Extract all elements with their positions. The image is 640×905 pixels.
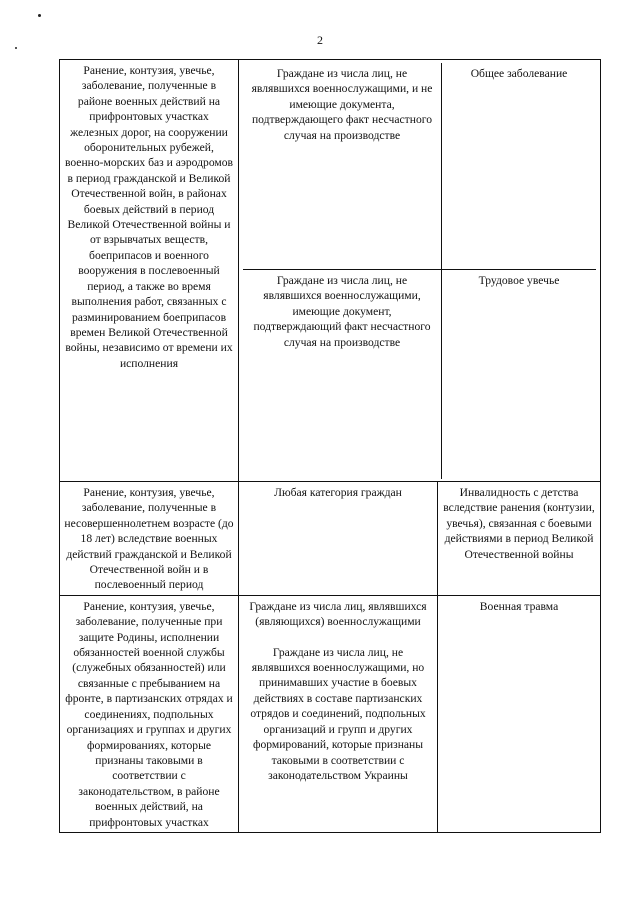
result-text: Инвалидность с детства вследствие ранения (контузии, увечья), связанная с боевыми действиями в период Великой Отечественной войны xyxy=(443,486,595,561)
cause-cell xyxy=(60,595,239,832)
page-number: 2 xyxy=(317,33,323,47)
cause-cell xyxy=(60,482,239,596)
cause-cell xyxy=(60,60,239,482)
table-row xyxy=(60,595,601,832)
result-cell xyxy=(442,63,596,269)
result-text: Трудовое увечье xyxy=(478,274,560,287)
category-text: Граждане из числа лиц, не являвшихся военнослужащими, и не имеющие документа, подтверждающего факт несчастного случая на производстве xyxy=(251,67,433,142)
result-text: Военная травма xyxy=(479,599,559,613)
category-text: Граждане из числа лиц, не являвшихся военнослужащими, но принимавших участие в боевых действиях в составе партизанских отрядов и соединений, подпольных организаций и групп и других формирований, которые признаны таковыми в соответствии с законодательством Украины xyxy=(250,645,426,782)
category-cell xyxy=(239,595,438,832)
result-cell xyxy=(442,270,596,479)
category-cell xyxy=(239,482,438,596)
result-cell xyxy=(438,595,601,832)
category-text: Любая категория граждан xyxy=(274,486,402,499)
scan-speck xyxy=(38,14,41,17)
result-text: Общее заболевание xyxy=(470,67,568,80)
category-cell xyxy=(243,63,442,269)
cause-text: Ранение, контузия, увечье, заболевание, полученные при защите Родины, исполнении обязанностей военной службы (служебных обязанностей) или связанные с пребыванием на фронте, в партизанских отрядах и соединениях, подпольных организациях и группах и других формированиях, которые признаны таковыми в соответствии с законодательством, в районе военных действий, на прифронтовых участках xyxy=(65,599,233,829)
result-cell xyxy=(438,482,601,596)
table-row xyxy=(60,482,601,596)
disability-cause-table xyxy=(59,59,601,833)
category-result-cell xyxy=(239,60,601,482)
cause-text: Ранение, контузия, увечье, заболевание, полученные в несовершеннолетнем возрасте (до 18 лет) вследствие военных действий гражданской и Великой Отечественной войн и в послевоенный период xyxy=(64,486,234,592)
table-row xyxy=(60,60,601,482)
category-text: Граждане из числа лиц, не являвшихся военнослужащими, имеющие документ, подтверждающий факт несчастного случая на производстве xyxy=(253,274,431,349)
category-text: Граждане из числа лиц, являвшихся (являющихся) военнослужащими xyxy=(249,599,427,629)
cause-text: Ранение, контузия, увечье, заболевание, полученные в районе военных действий на прифронтовых участках железных дорог, на сооружении оборонительных рубежей, военно-морских баз и аэродромов в период гражданской и Великой Отечественной войн, в районах боевых действий в период Великой Отечественной войны и от взрывчатых веществ, боеприпасов и военного вооружения в послевоенный период, а также во время выполнения работ, связанных с разминированием боеприпасов времен Великой Отечественной войны, независимо от времени их исполнения xyxy=(64,64,234,370)
category-cell xyxy=(243,270,442,479)
